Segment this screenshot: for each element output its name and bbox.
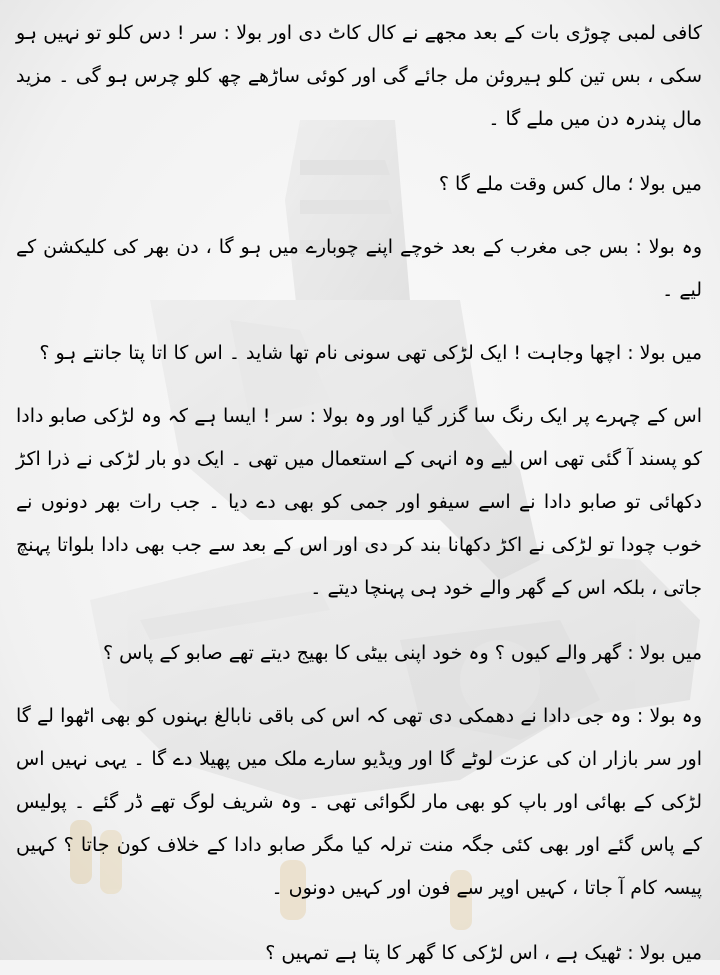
paragraph-answer-family: وہ بولا : وہ جی دادا نے دھمکی دی تھی کہ اس کی باقی نابالغ بہنوں کو بھی اٹھوا لے گا اور سر بازار ان کی عزت لوٹے گا اور ویڈیو سارے ملک میں پھیلا دے گا ۔ یہی نہیں اس لڑکی کے بھائی اور باپ کو بھی مار لگوائی تھی ۔ وہ شریف لوگ تھے ڈر گئے ۔ پولیس کے پاس گئے اور بھی کئی جگہ منت ترلہ کیا مگر صابو دادا کے خلاف کون جاتا ؟ کہیں پیسہ کام آ جاتا ، کہیں اوپر سے فون اور کہیں دونوں ۔ xyxy=(16,705,702,899)
paragraph-answer-time: وہ بولا : بس جی مغرب کے بعد خوچے اپنے چوبارے میں ہو گا ، دن بھر کی کلیکشن کے لیے ۔ xyxy=(16,236,702,301)
paragraph-question-address: میں بولا : ٹھیک ہے ، اس لڑکی کا گھر کا پتا ہے تمہیں ؟ xyxy=(265,942,702,964)
paragraph-question-girl: میں بولا : اچھا وجاہت ! ایک لڑکی تھی سونی نام تھا شاید ۔ اس کا اتا پتا جانتے ہو ؟ xyxy=(39,342,702,364)
paragraph-call-report: کافی لمبی چوڑی بات کے بعد مجھے نے کال کاٹ دی اور بولا : سر ! دس کلو تو نہیں ہو سکی ، بس تین کلو ہیروئن مل جائے گی اور کوئی ساڑھے چھ کلو چرس ہو گی ۔ مزید مال پندرہ دن میں ملے گا ۔ xyxy=(16,22,702,130)
paragraph-answer-girl: اس کے چہرے پر ایک رنگ سا گزر گیا اور وہ بولا : سر ! ایسا ہے کہ وہ لڑکی صابو دادا کو پسند آ گئی تھی اس لیے وہ انہی کے استعمال میں تھی ۔ ایک دو بار لڑکی نے ذرا اکڑ دکھائی تو صابو دادا نے اسے سیفو اور جمی کو بھی دے دیا ۔ جب رات بھر دونوں نے خوب چودا تو لڑکی نے اکڑ دکھانا بند کر دی اور اس کے بعد سے جب بھی دادا بلواتا پہنچ جاتی ، بلکہ اس کے گھر والے خود ہی پہنچا دیتے ۔ xyxy=(16,405,702,599)
paragraph-question-time: میں بولا ؛ مال کس وقت ملے گا ؟ xyxy=(438,173,702,195)
paragraph-question-family: میں بولا : گھر والے کیوں ؟ وہ خود اپنی بیٹی کا بھیج دیتے تھے صابو کے پاس ؟ xyxy=(102,642,702,664)
